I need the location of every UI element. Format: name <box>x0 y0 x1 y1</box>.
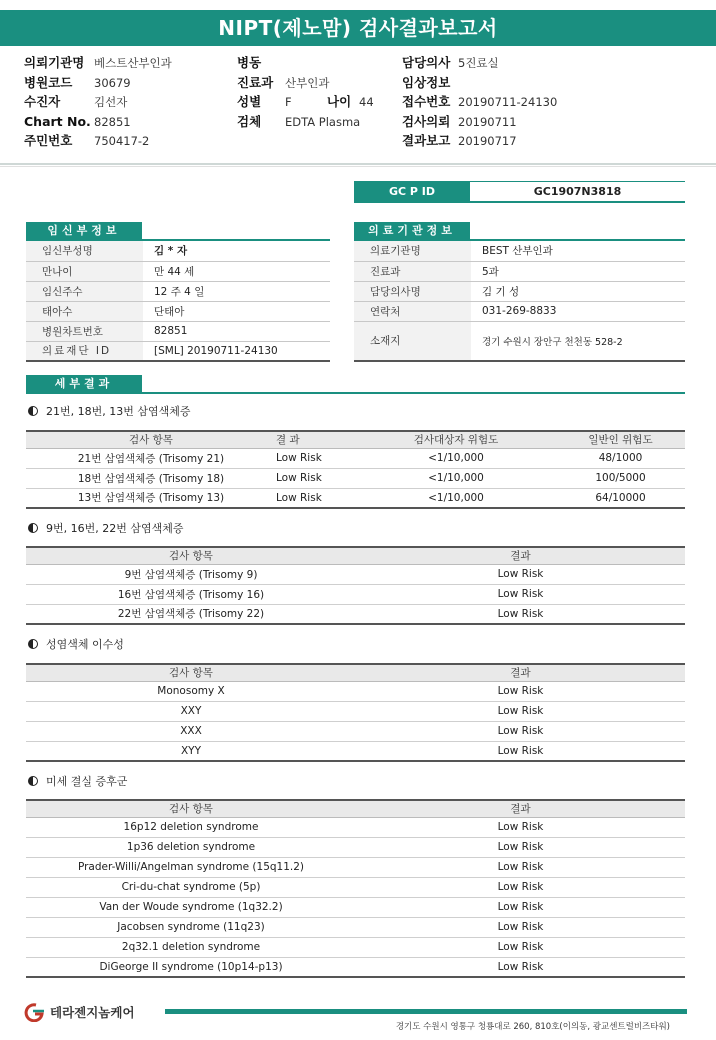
cell-test: Jacobsen syndrome (11q23) <box>26 917 356 937</box>
detail-results-tab: 세부결과 <box>26 375 142 393</box>
info-value: 김 * 자 <box>143 241 330 261</box>
cell-subject-risk: <1/10,000 <box>356 448 556 468</box>
cell-result: Low Risk <box>356 917 685 937</box>
table-row <box>354 261 685 281</box>
cell-test: DiGeorge II syndrome (10p14-p13) <box>26 957 356 977</box>
info-value: 단태아 <box>143 301 330 321</box>
cell-test: Monosomy X <box>26 681 356 701</box>
meta-row <box>402 131 557 151</box>
report-meta <box>0 53 716 165</box>
meta-row <box>402 112 557 132</box>
table-row <box>26 877 685 897</box>
cell-test: 22번 삼염색체증 (Trisomy 22) <box>26 604 356 624</box>
group-title-text: 21번, 18번, 13번 삼염색체증 <box>46 405 191 418</box>
half-circle-icon <box>28 776 38 786</box>
meta-row <box>237 112 374 132</box>
cell-result: Low Risk <box>356 937 685 957</box>
table-row <box>26 301 330 321</box>
meta-value: EDTA Plasma <box>285 114 361 129</box>
table-row <box>26 857 685 877</box>
meta-row <box>24 112 172 132</box>
table-row <box>26 468 685 488</box>
info-value: 031-269-8833 <box>471 301 685 321</box>
group-title <box>28 637 124 653</box>
column-header: 검사 항목 <box>26 800 356 817</box>
table-row <box>26 261 330 281</box>
info-key: 임신부성명 <box>26 241 143 261</box>
column-header: 결과 <box>356 547 685 564</box>
meta-key: 진료과 <box>237 74 274 90</box>
meta-value: 산부인과 <box>285 75 330 90</box>
meta-value: 베스트산부인과 <box>94 56 172 70</box>
cell-test: XXY <box>26 701 356 721</box>
info-key: 병원차트번호 <box>26 321 143 341</box>
column-header: 검사 항목 <box>26 664 356 681</box>
table-row <box>26 488 685 508</box>
table-row <box>26 564 685 584</box>
cell-test: XYY <box>26 741 356 761</box>
cell-result: Low Risk <box>356 681 685 701</box>
meta-key: 의뢰기관명 <box>24 55 85 70</box>
meta-key: 성별 <box>237 94 262 109</box>
info-value: [SML] 20190711-24130 <box>143 341 330 361</box>
table-row <box>26 701 685 721</box>
group-title-text: 성염색체 이수성 <box>46 638 124 651</box>
table-row <box>26 957 685 977</box>
cell-result: Low Risk <box>356 584 685 604</box>
table-row <box>26 604 685 624</box>
info-key: 진료과 <box>354 261 471 281</box>
table-row <box>26 281 330 301</box>
meta-column-3 <box>402 53 557 151</box>
table-header <box>26 664 685 681</box>
table-row <box>26 741 685 761</box>
cell-result: Low Risk <box>276 448 356 468</box>
institution-info-table <box>354 241 685 362</box>
meta-key: 병동 <box>237 55 262 70</box>
meta-row <box>402 53 557 73</box>
table-header <box>26 547 685 564</box>
meta-column-1 <box>24 53 172 151</box>
meta-value: 김선자 <box>94 95 128 109</box>
cell-general-risk: 100/5000 <box>556 468 685 488</box>
meta-row <box>24 73 172 93</box>
table-row <box>354 301 685 321</box>
half-circle-icon <box>28 406 38 416</box>
group-title-text: 9번, 16번, 22번 삼염색체증 <box>46 522 184 535</box>
table-row <box>26 897 685 917</box>
table-row <box>354 281 685 301</box>
cell-test: 13번 삼염색체증 (Trisomy 13) <box>26 488 276 508</box>
info-key: 임신주수 <box>26 281 143 301</box>
cell-result: Low Risk <box>356 897 685 917</box>
trisomy-main-table <box>26 430 685 509</box>
info-value: 82851 <box>143 321 330 341</box>
meta-value: 20190717 <box>458 134 517 148</box>
cell-result: Low Risk <box>356 604 685 624</box>
cell-test: 18번 삼염색체증 (Trisomy 18) <box>26 468 276 488</box>
cell-result: Low Risk <box>356 701 685 721</box>
meta-value: F <box>285 95 292 109</box>
company-logo <box>22 1002 135 1022</box>
pregnant-info-table <box>26 241 330 362</box>
meta-key: 임상정보 <box>402 74 451 90</box>
info-key: 소재지 <box>354 321 471 361</box>
table-row <box>26 681 685 701</box>
column-header: 결 과 <box>276 431 356 448</box>
info-value: 경기 수원시 장안구 천천동 528-2 <box>471 321 685 361</box>
half-circle-icon <box>28 639 38 649</box>
table-row <box>26 721 685 741</box>
group-title <box>28 404 190 420</box>
half-circle-icon <box>28 523 38 533</box>
trisomy-other-table <box>26 546 685 625</box>
cell-result: Low Risk <box>276 488 356 508</box>
table-header <box>26 431 685 448</box>
microdeletion-table <box>26 799 685 978</box>
cell-test: Cri-du-chat syndrome (5p) <box>26 877 356 897</box>
column-header: 검사 항목 <box>26 431 276 448</box>
company-name: 테라젠지놈케어 <box>50 1005 135 1020</box>
info-key: 만나이 <box>26 261 143 281</box>
table-row <box>26 584 685 604</box>
cell-result: Low Risk <box>356 957 685 977</box>
cell-result: Low Risk <box>356 564 685 584</box>
info-value: 만 44 세 <box>143 261 330 281</box>
cell-test: Van der Woude syndrome (1q32.2) <box>26 897 356 917</box>
cell-general-risk: 64/10000 <box>556 488 685 508</box>
meta-row <box>24 53 172 73</box>
report-title: NIPT(제노맘) 검사결과보고서 <box>0 10 716 46</box>
info-key: 연락처 <box>354 301 471 321</box>
table-row <box>26 341 330 361</box>
column-header: 검사 항목 <box>26 547 356 564</box>
table-row <box>26 241 330 261</box>
info-value: 김 기 성 <box>471 281 685 301</box>
info-value: 12 주 4 일 <box>143 281 330 301</box>
cell-test: 2q32.1 deletion syndrome <box>26 937 356 957</box>
table-header <box>26 800 685 817</box>
sex-chromosome-table <box>26 663 685 762</box>
divider <box>0 166 716 167</box>
cell-test: 16p12 deletion syndrome <box>26 817 356 837</box>
table-row <box>26 937 685 957</box>
meta-key: 검사의뢰 <box>402 113 451 129</box>
info-key: 태아수 <box>26 301 143 321</box>
footer-bar <box>165 1009 687 1014</box>
info-value: BEST 산부인과 <box>471 241 685 261</box>
column-header: 결과 <box>356 800 685 817</box>
meta-value: 82851 <box>94 114 131 129</box>
info-key: 의료재단 ID <box>26 341 143 361</box>
meta-key: 병원코드 <box>24 74 73 90</box>
institution-info-tab: 의료기관정보 <box>354 222 470 240</box>
pregnant-info-tab: 임신부정보 <box>26 222 142 240</box>
info-key: 담당의사명 <box>354 281 471 301</box>
group-title <box>28 521 183 537</box>
detail-results-rule <box>26 392 685 394</box>
table-row <box>354 241 685 261</box>
group-title-text: 미세 결실 증후군 <box>46 775 128 788</box>
table-row <box>354 321 685 361</box>
column-header: 일반인 위험도 <box>556 431 685 448</box>
cell-test: 16번 삼염색체증 (Trisomy 16) <box>26 584 356 604</box>
meta-key: 결과보고 <box>402 133 451 148</box>
cell-test: 1p36 deletion syndrome <box>26 837 356 857</box>
meta-key: Chart No. <box>24 113 91 129</box>
group-title <box>28 774 127 790</box>
table-row <box>26 321 330 341</box>
table-row <box>26 817 685 837</box>
info-value: 5과 <box>471 261 685 281</box>
meta-row <box>402 92 557 112</box>
meta-value: 5진료실 <box>458 56 499 70</box>
meta-row <box>24 92 172 112</box>
table-row <box>26 917 685 937</box>
cell-result: Low Risk <box>356 837 685 857</box>
meta-row <box>402 73 557 93</box>
meta-key: 담당의사 <box>402 55 451 70</box>
meta-value: 20190711-24130 <box>458 95 558 109</box>
meta-key: 검체 <box>237 113 262 129</box>
cell-result: Low Risk <box>356 741 685 761</box>
meta-value: 750417-2 <box>94 134 150 148</box>
age-value: 44 <box>359 95 374 109</box>
meta-column-2 <box>237 53 374 131</box>
cell-test: XXX <box>26 721 356 741</box>
cell-general-risk: 48/1000 <box>556 448 685 468</box>
cell-test: 21번 삼염색체증 (Trisomy 21) <box>26 448 276 468</box>
table-row <box>26 837 685 857</box>
info-key: 의료기관명 <box>354 241 471 261</box>
cell-test: 9번 삼염색체증 (Trisomy 9) <box>26 564 356 584</box>
age-key: 나이 <box>327 94 352 109</box>
gcp-id-value: GC1907N3818 <box>533 185 622 198</box>
cell-result: Low Risk <box>356 817 685 837</box>
meta-key: 수진자 <box>24 94 61 109</box>
meta-row <box>24 131 172 151</box>
meta-row <box>237 73 374 93</box>
cell-result: Low Risk <box>356 857 685 877</box>
meta-row <box>237 53 374 73</box>
gcp-id-label: GC P ID <box>354 182 470 202</box>
cell-test: Prader-Willi/Angelman syndrome (15q11.2) <box>26 857 356 877</box>
cell-subject-risk: <1/10,000 <box>356 488 556 508</box>
meta-value: 20190711 <box>458 114 517 129</box>
company-logo-icon <box>22 1002 48 1022</box>
meta-key: 주민번호 <box>24 133 73 148</box>
cell-result: Low Risk <box>356 877 685 897</box>
cell-result: Low Risk <box>356 721 685 741</box>
meta-row <box>237 92 374 112</box>
company-address: 경기도 수원시 영통구 청룡대로 260, 810호(이의동, 광교센트럴비즈타워) <box>395 1022 670 1032</box>
table-row <box>26 448 685 468</box>
gcp-id-box <box>354 181 685 203</box>
cell-result: Low Risk <box>276 468 356 488</box>
meta-key: 접수번호 <box>402 94 451 109</box>
cell-subject-risk: <1/10,000 <box>356 468 556 488</box>
column-header: 검사대상자 위험도 <box>356 431 556 448</box>
column-header: 결과 <box>356 664 685 681</box>
meta-value: 30679 <box>94 75 131 90</box>
